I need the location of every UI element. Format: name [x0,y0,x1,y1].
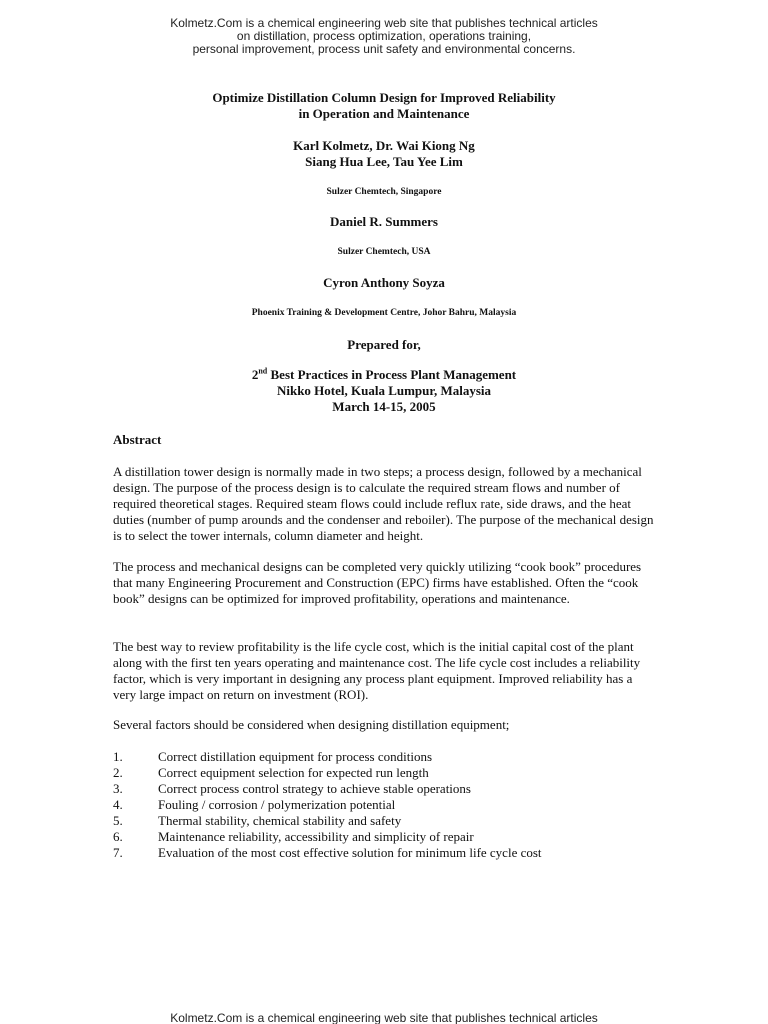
list-number: 1. [113,749,123,764]
author-names: Siang Hua Lee, Tau Yee Lim [305,154,463,169]
author-names: Cyron Anthony Soyza [323,275,445,290]
list-text: Thermal stability, chemical stability and safety [158,813,402,828]
abstract-paragraph-1: A distillation tower design is normally made in two steps; a process design, followed by a mechanical design. The purpose of the process design is to calculate the required stream flows and number of required theoretical stages. Required steam flows could include reflux rate, side draws, and the heat duties (number of pump arounds and the condenser and reboiler). The purpose of the mechanical design is to select the tower internals, column diameter and height. [113,464,654,543]
affiliation-3: Phoenix Training & Development Centre, Johor Bahru, Malaysia [251,308,517,318]
title-line-2: in Operation and Maintenance [298,106,470,121]
affiliation-2: Sulzer Chemtech, USA [337,247,431,257]
event-title: Best Practices in Process Plant Management [267,367,517,382]
event-block [0,367,768,415]
list-number: 4. [113,797,123,812]
list-number: 2. [113,765,123,780]
event-ordinal-suffix: nd [258,366,268,376]
author-names: Karl Kolmetz, Dr. Wai Kiong Ng [293,138,475,153]
author-group-3 [0,275,768,291]
design-factors-list [113,749,673,861]
prepared-for-label: Prepared for, [347,337,421,352]
abstract-heading: Abstract [113,432,162,447]
author-group-1 [0,138,768,170]
event-name [0,367,768,383]
abstract-paragraph-2: The process and mechanical designs can be completed very quickly utilizing “cook book” procedures that many Engineering Procurement and Construction (EPC) firms have established. Often the “cook book” designs can be optimized for improved profitability, operations and maintenance. [113,559,642,606]
paper-title [0,90,768,122]
banner-line: Kolmetz.Com is a chemical engineering web site that publishes technical articles [170,1011,598,1024]
list-number: 7. [113,845,123,860]
list-number: 3. [113,781,123,796]
list-text: Evaluation of the most cost effective solution for minimum life cycle cost [158,845,542,860]
list-text: Correct equipment selection for expected run length [158,765,429,780]
banner-line: Kolmetz.Com is a chemical engineering web site that publishes technical articles [170,16,598,30]
banner-line: on distillation, process optimization, operations training, [236,29,532,43]
list-text: Correct distillation equipment for process conditions [158,749,433,764]
site-banner-bottom [0,1012,768,1024]
list-item [113,765,673,781]
event-date: March 14-15, 2005 [332,399,436,414]
abstract-paragraph-4: Several factors should be considered when designing distillation equipment; [113,717,510,732]
list-number: 5. [113,813,123,828]
list-text: Fouling / corrosion / polymerization potential [158,797,396,812]
list-text: Maintenance reliability, accessibility and simplicity of repair [158,829,474,844]
affiliation-1: Sulzer Chemtech, Singapore [326,187,442,197]
list-item [113,749,673,765]
list-number: 6. [113,829,123,844]
list-text: Correct process control strategy to achieve stable operations [158,781,471,796]
author-group-2 [0,214,768,230]
abstract-paragraph-3: The best way to review profitability is the life cycle cost, which is the initial capital cost of the plant along with the first ten years operating and maintenance cost. The life cycle cost includes a reliability factor, which is very important in designing any process plant equipment. Improved reliability has a very large impact on return on investment (ROI). [113,639,641,702]
banner-line: personal improvement, process unit safety and environmental concerns. [192,42,576,56]
title-line-1: Optimize Distillation Column Design for Improved Reliability [212,90,556,105]
list-item [113,797,673,813]
author-names: Daniel R. Summers [330,214,438,229]
list-item [113,781,673,797]
site-banner-top [0,17,768,56]
list-item [113,829,673,845]
list-item [113,813,673,829]
event-ordinal: 2 [251,367,259,382]
event-venue: Nikko Hotel, Kuala Lumpur, Malaysia [276,383,492,398]
list-item [113,845,673,861]
